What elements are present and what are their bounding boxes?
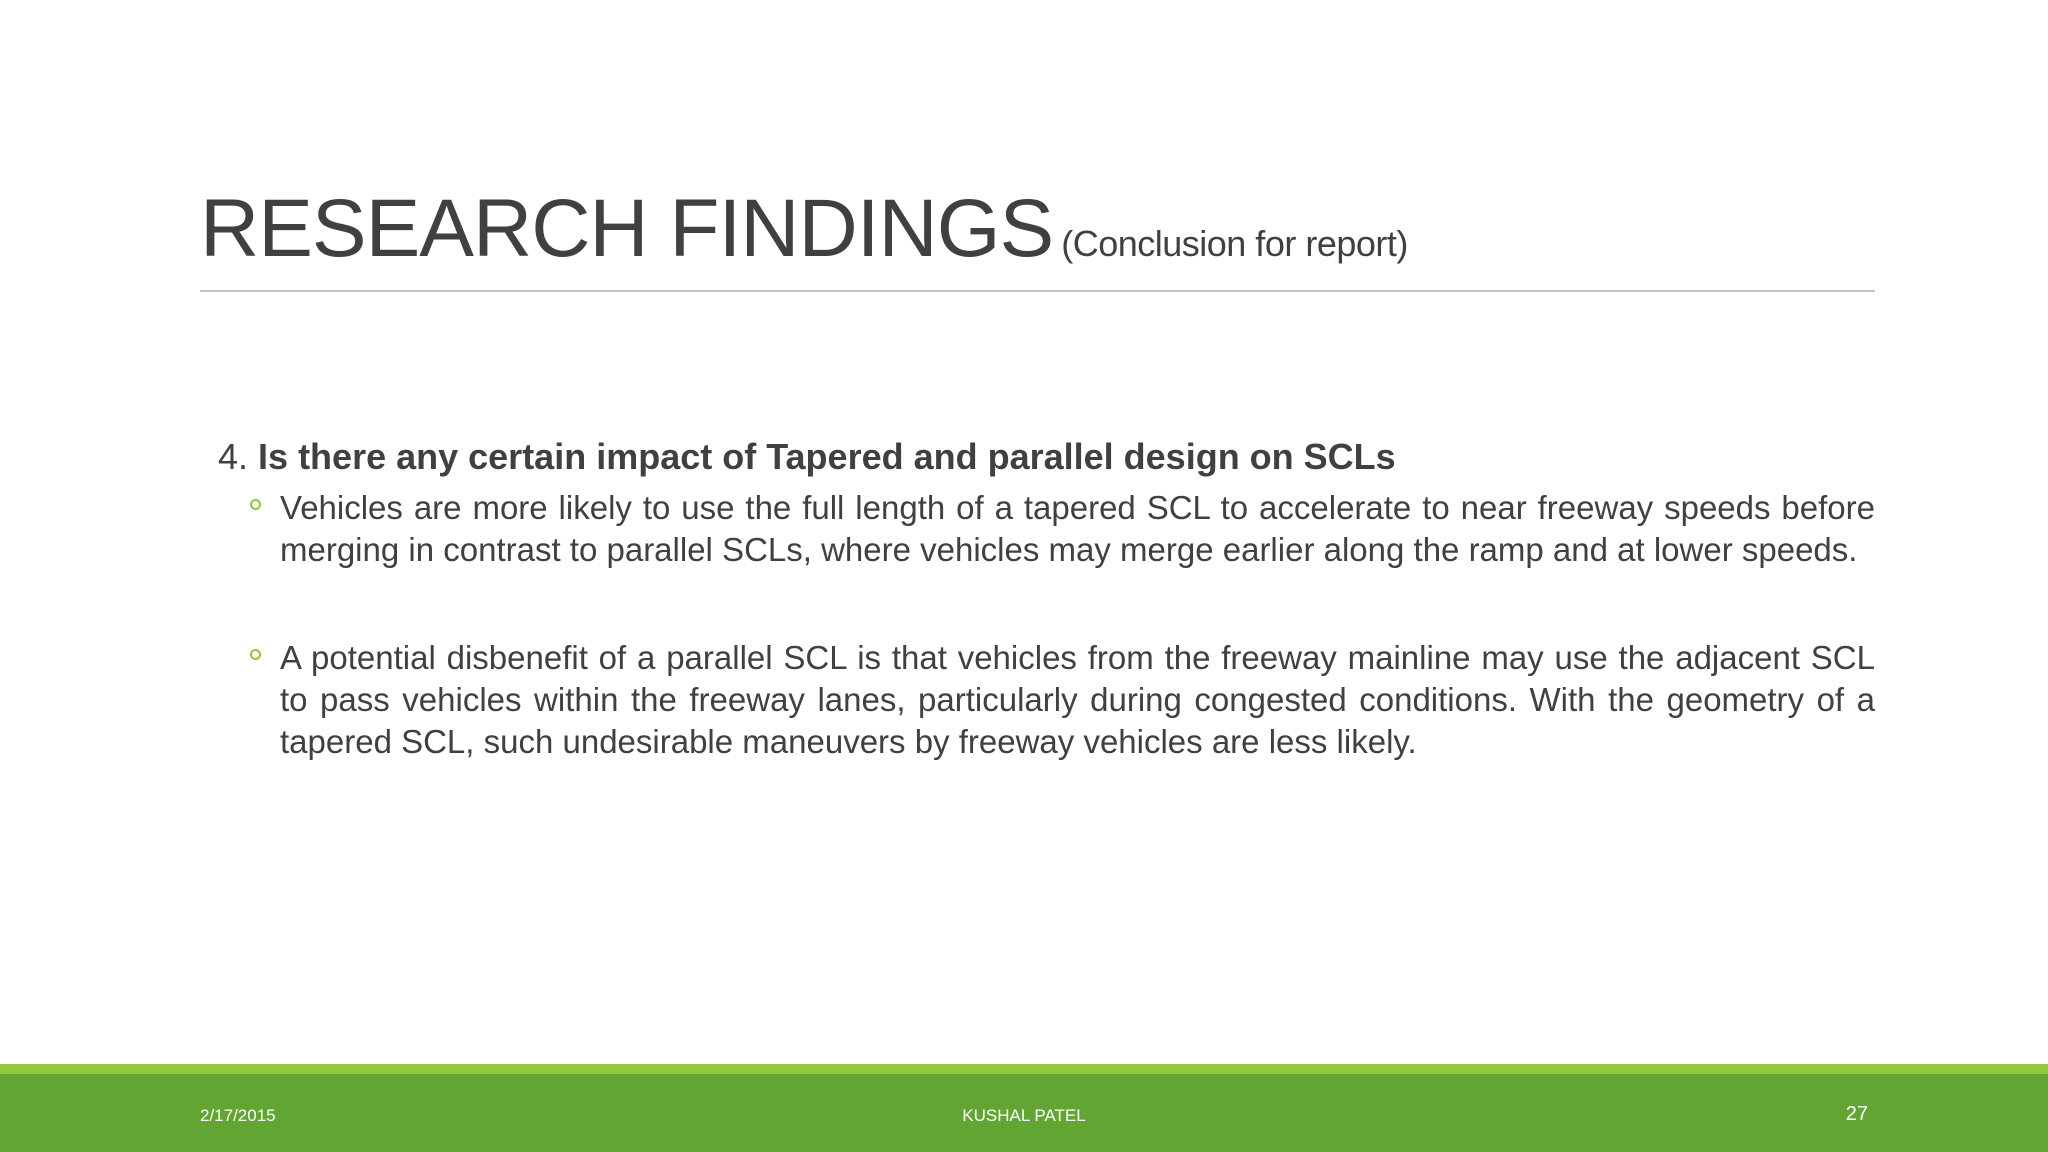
bullet-text: Vehicles are more likely to use the full length of a tapered SCL to accelerate to near freeway speeds before merging in contrast to parallel SCLs, where vehicles may merge earlier along the ramp and at lower speeds. — [280, 489, 1875, 568]
slide-title — [200, 182, 1875, 276]
footer-page-number: 27 — [1845, 1103, 1868, 1125]
bullet-circle-icon — [250, 649, 261, 660]
title-main: RESEARCH FINDINGS — [200, 183, 1054, 274]
footer-accent-stripe — [0, 1064, 2048, 1074]
question-text: Is there any certain impact of Tapered and parallel design on SCLs — [258, 436, 1396, 477]
title-subtitle: (Conclusion for report) — [1061, 223, 1408, 264]
bullet-circle-icon — [250, 499, 261, 510]
question-heading — [218, 433, 1875, 481]
title-divider — [200, 290, 1875, 292]
question-number: 4. — [218, 436, 249, 477]
footer-date: 2/17/2015 — [200, 1106, 276, 1125]
slide-content — [218, 433, 1875, 763]
bullet-item — [218, 487, 1875, 571]
footer-bar — [0, 1074, 2048, 1152]
bullet-text: A potential disbenefit of a parallel SCL is that vehicles from the freeway mainline may use the adjacent SCL to pass vehicles within the freeway lanes, particularly during congested conditions. With the geometry of a tapered SCL, such undesirable maneuvers by freeway vehicles are less likely. — [280, 639, 1875, 760]
footer-author: KUSHAL PATEL — [962, 1106, 1086, 1125]
bullet-item — [218, 637, 1875, 763]
